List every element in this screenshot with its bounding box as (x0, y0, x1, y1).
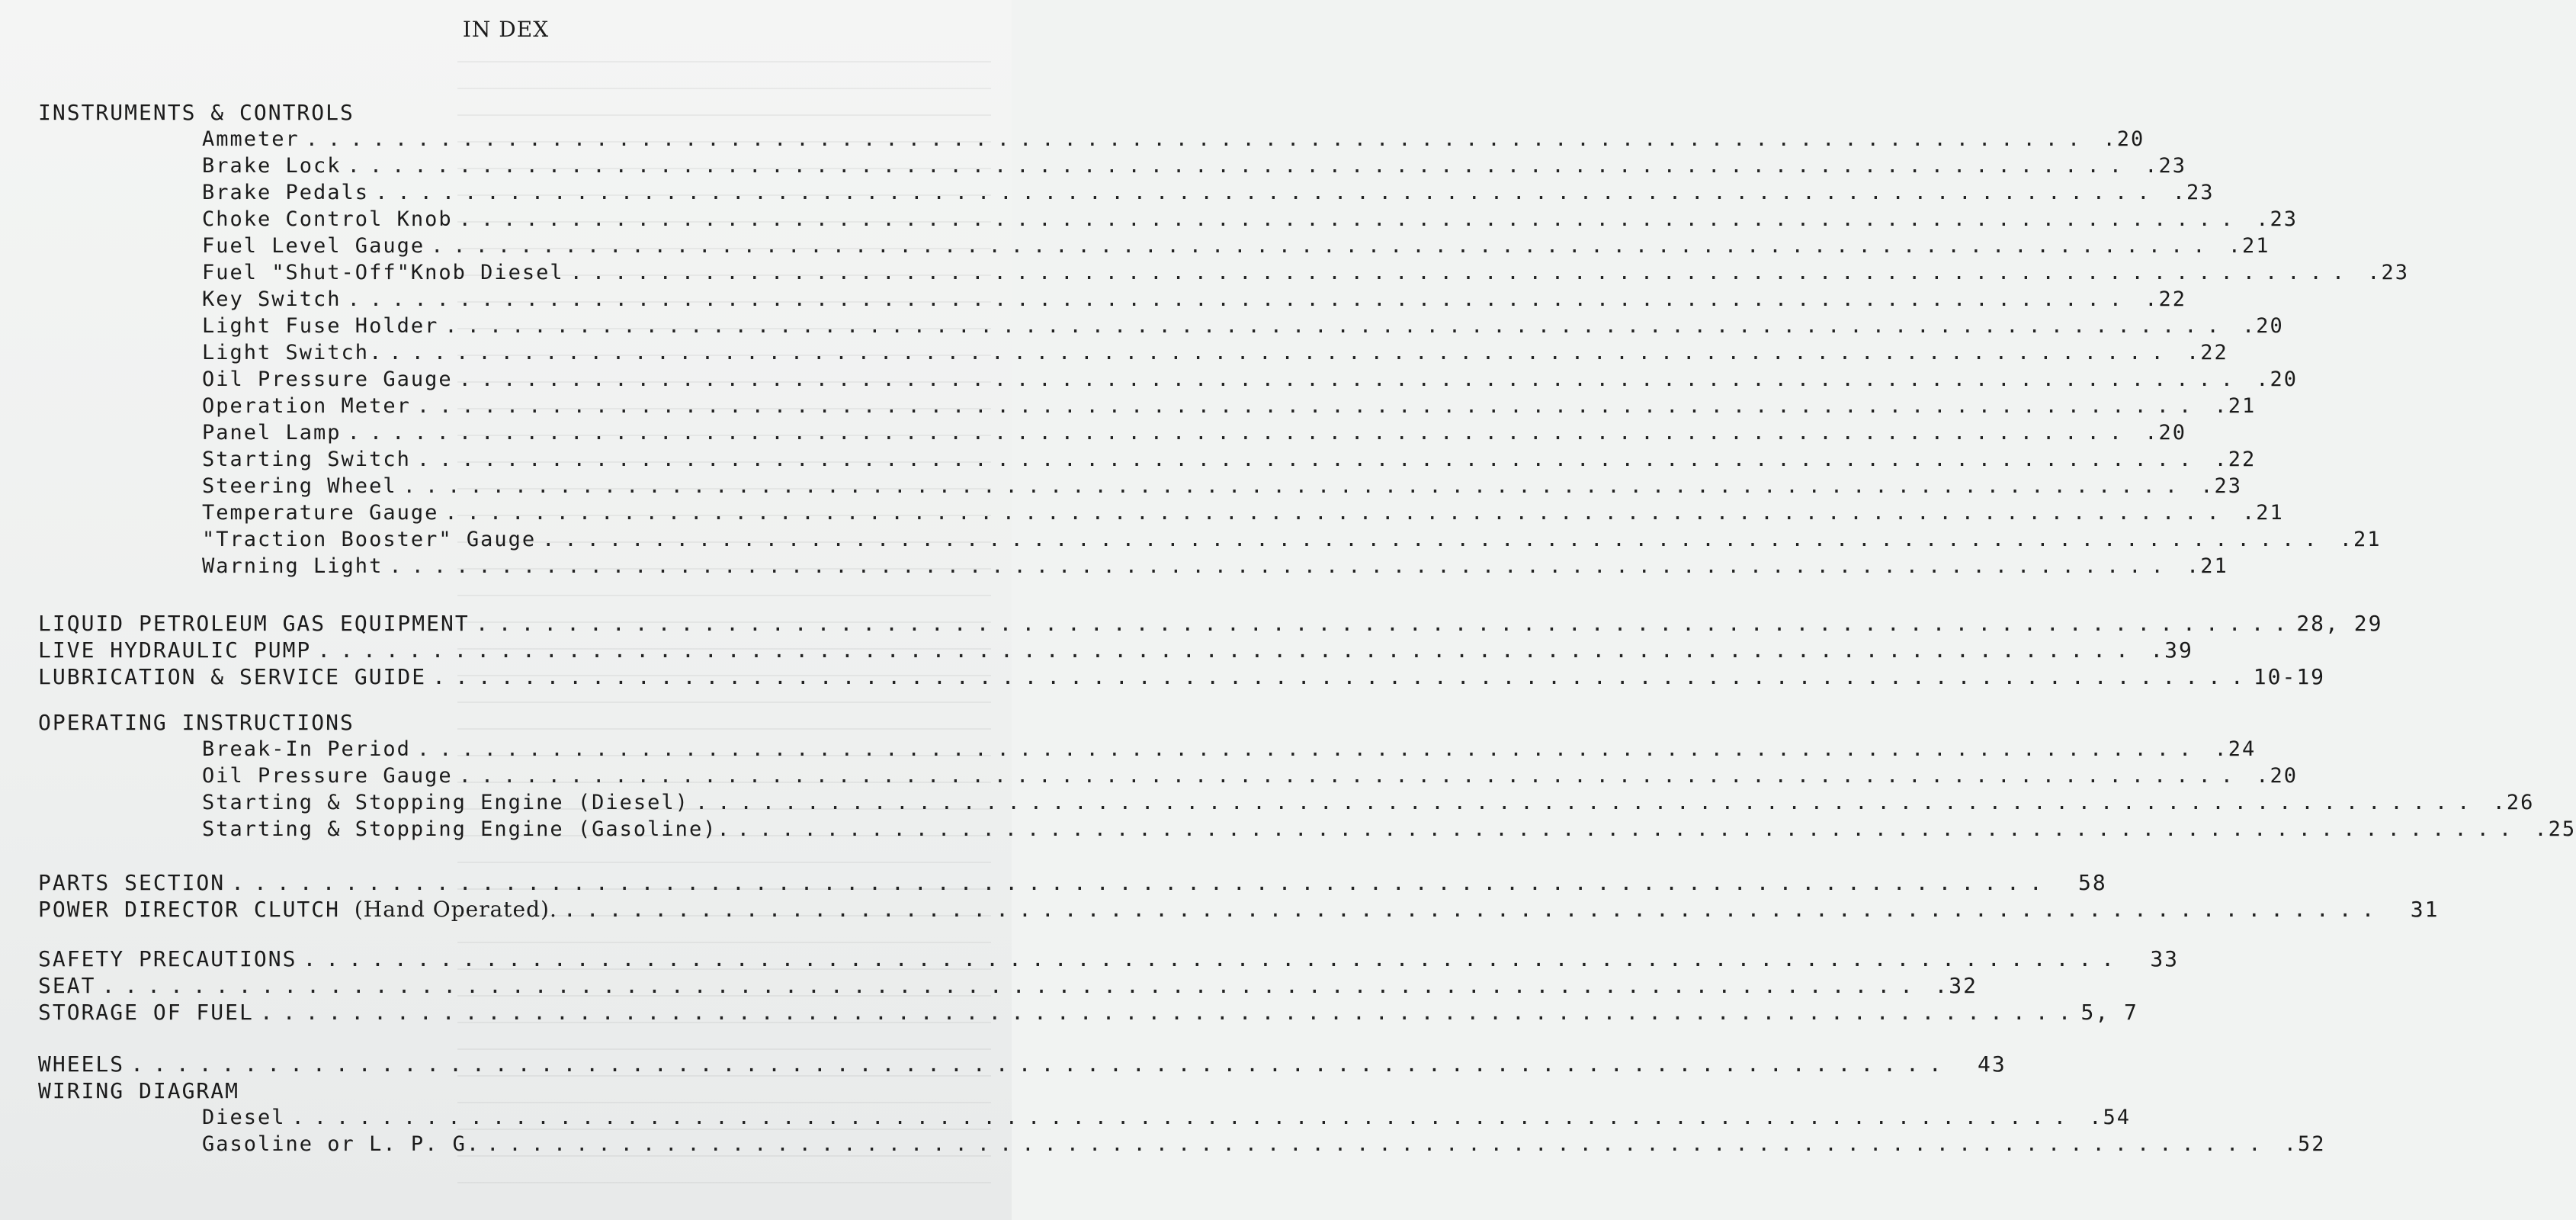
entry-label: Choke Control Knob (202, 207, 453, 231)
entry-page: .21 (2242, 501, 2284, 525)
index-entry[interactable] (38, 762, 2299, 789)
entry-page: 43 (1978, 1051, 2007, 1077)
entry-label: WHEELS (38, 1051, 125, 1077)
entry-page: .20 (2256, 368, 2299, 391)
leader-dots: ................................................................................ (444, 501, 2229, 525)
index-entry[interactable] (38, 816, 2576, 843)
index-entry[interactable] (38, 206, 2299, 233)
entry-page: .52 (2283, 1132, 2326, 1156)
section-p-entries (38, 869, 2440, 923)
index-entry[interactable] (38, 286, 2186, 313)
leader-dots: ................................................................................ (458, 368, 2244, 391)
index-entry[interactable] (38, 473, 2243, 499)
entry-label: Brake Lock (202, 154, 342, 178)
index-entry[interactable] (38, 972, 1978, 999)
entry-page: 58 (2078, 870, 2107, 895)
index-entry[interactable] (38, 126, 2145, 152)
heading-label: WIRING DIAGRAM (38, 1078, 240, 1103)
entry-label: Oil Pressure Gauge (202, 368, 453, 391)
leader-dots: ................................................................................ (416, 737, 2202, 761)
leader-dots: ................................................................................ (389, 554, 2173, 578)
index-entry[interactable] (38, 637, 2193, 663)
entry-page: .21 (2186, 554, 2228, 578)
entry-page: 5, 7 (2080, 1000, 2138, 1025)
entry-label: Starting & Stopping Engine (Diesel) (202, 791, 689, 814)
section-s-entries (38, 946, 2180, 1026)
entry-page: .23 (2145, 154, 2186, 178)
leader-dots: ................................................................................ (416, 448, 2202, 471)
leader-dots: ................................................................................ (259, 1000, 2081, 1025)
entry-page: .54 (2089, 1106, 2131, 1129)
index-entry[interactable] (38, 789, 2535, 816)
leader-dots: ................................................................................ (305, 127, 2090, 151)
entry-label: LUBRICATION & SERVICE GUIDE (38, 664, 427, 689)
entry-page: .22 (2186, 341, 2228, 364)
leader-dots: ................................................................................ (736, 817, 2522, 841)
leader-dots: ................................................................................ (416, 394, 2202, 418)
entry-label: Panel Lamp (202, 421, 342, 445)
entry-label: Starting Switch (202, 448, 411, 471)
section-heading (38, 709, 972, 736)
entry-page: .24 (2214, 737, 2257, 761)
index-entry[interactable] (38, 1051, 2007, 1077)
index-entry[interactable] (38, 179, 2215, 206)
entry-page: 33 (2150, 946, 2180, 971)
entry-label: Steering Wheel (202, 474, 397, 498)
entry-label: Break-In Period (202, 737, 411, 761)
leader-dots: ................................................................................ (569, 261, 2355, 284)
leader-dots: ................................................................................ (475, 611, 2297, 636)
leader-dots: ................................................................................ (403, 474, 2188, 498)
entry-label: LIQUID PETROLEUM GAS EQUIPMENT (38, 611, 470, 636)
entry-label: STORAGE OF FUEL (38, 1000, 254, 1025)
entry-page: .20 (2145, 421, 2186, 445)
leader-dots: ................................................................................ (431, 234, 2215, 258)
leader-dots: ................................................................................ (542, 528, 2327, 551)
entry-page: .21 (2214, 394, 2257, 418)
leader-dots: ................................................................................ (444, 314, 2229, 338)
entry-label: Ammeter (202, 127, 300, 151)
entry-label: Key Switch (202, 287, 342, 311)
entry-page: .22 (2214, 448, 2257, 471)
section-w-entries (38, 1051, 2326, 1157)
index-entry[interactable] (38, 553, 2228, 580)
entry-page: .23 (2256, 207, 2299, 231)
leader-dots: ................................................................................ (563, 897, 2385, 922)
heading-label: INSTRUMENTS & CONTROLS (38, 100, 354, 125)
leader-dots: ................................................................................ (389, 341, 2173, 364)
entry-page: .20 (2103, 127, 2145, 151)
entry-label: POWER DIRECTOR CLUTCH (38, 897, 341, 922)
leader-dots: ................................................................................ (486, 1132, 2271, 1156)
entry-label: Operation Meter (202, 394, 411, 418)
entry-page: 31 (2410, 897, 2440, 922)
index-entry[interactable] (38, 1104, 2131, 1131)
index-entry[interactable] (38, 366, 2299, 393)
entry-page: .32 (1934, 973, 1978, 998)
entry-page: .25 (2534, 817, 2576, 841)
index-entry[interactable] (38, 663, 2326, 690)
index-entry[interactable] (38, 259, 2410, 286)
index-entry[interactable] (38, 896, 2440, 923)
entry-label: Oil Pressure Gauge (202, 764, 453, 788)
entry-label: SAFETY PRECAUTIONS (38, 946, 297, 971)
index-entry[interactable] (38, 610, 2383, 637)
leader-dots: ................................................................................ (347, 154, 2132, 178)
index-entry[interactable] (38, 339, 2228, 366)
index-entry[interactable] (38, 446, 2257, 473)
section-operating-instructions (38, 709, 2576, 843)
entry-label: SEAT (38, 973, 96, 998)
leader-dots: ................................................................................ (375, 181, 2160, 204)
entry-label: Gasoline or L. P. G. (202, 1132, 481, 1156)
entry-page: .21 (2228, 234, 2270, 258)
entry-label: Brake Pedals (202, 181, 370, 204)
entry-label: Warning Light (202, 554, 383, 578)
leader-dots: ................................................................................ (317, 637, 2138, 663)
entry-label: Starting & Stopping Engine (Gasoline). (202, 817, 731, 841)
leader-dots: ................................................................................ (695, 791, 2480, 814)
entry-label: Fuel "Shut-Off"Knob Diesel (202, 261, 564, 284)
section-heading (38, 1077, 972, 1104)
leader-dots: ................................................................................ (432, 664, 2254, 689)
entry-page: .20 (2242, 314, 2284, 338)
index-entry[interactable] (38, 999, 2138, 1026)
entry-label: Light Switch. (202, 341, 383, 364)
index-entry[interactable] (38, 736, 2257, 762)
leader-dots: ................................................................................ (303, 946, 2125, 971)
index-entry[interactable] (38, 233, 2270, 259)
index-entry[interactable] (38, 393, 2257, 419)
index-entry[interactable] (38, 499, 2284, 526)
index-entry[interactable] (38, 946, 2180, 972)
entry-page: .21 (2339, 528, 2382, 551)
entry-suffix: (Hand Operated). (354, 897, 557, 922)
leader-dots: ................................................................................ (458, 207, 2244, 231)
index-entry[interactable] (38, 526, 2382, 553)
entry-page: 28, 29 (2296, 611, 2383, 636)
leader-dots: ................................................................................ (347, 287, 2132, 311)
index-entry[interactable] (38, 313, 2284, 339)
section-instruments-controls (38, 99, 2410, 580)
entry-label: PARTS SECTION (38, 870, 226, 895)
heading-label: OPERATING INSTRUCTIONS (38, 710, 354, 735)
entry-page: .22 (2145, 287, 2186, 311)
entry-page: .23 (2200, 474, 2243, 498)
entry-label: "Traction Booster" Gauge (202, 528, 537, 551)
entry-list (38, 126, 2410, 580)
entry-page: .26 (2492, 791, 2535, 814)
entry-label: Temperature Gauge (202, 501, 439, 525)
leader-dots: ................................................................................ (347, 421, 2132, 445)
leader-dots: ................................................................................ (130, 1051, 1952, 1077)
entry-label: Diesel (202, 1106, 286, 1129)
entry-page: 10-19 (2253, 664, 2326, 689)
index-entry[interactable] (38, 419, 2186, 446)
entry-label: Fuel Level Gauge (202, 234, 425, 258)
entry-page: .39 (2150, 637, 2193, 663)
leader-dots: ................................................................................ (458, 764, 2244, 788)
entry-label: LIVE HYDRAULIC PUMP (38, 637, 312, 663)
section-l-entries (38, 610, 2383, 690)
leader-dots: ................................................................................ (291, 1106, 2076, 1129)
index-entry[interactable] (38, 152, 2186, 179)
section-heading (38, 99, 972, 126)
index-entry[interactable] (38, 869, 2107, 896)
entry-label: Light Fuse Holder (202, 314, 439, 338)
entry-page: .23 (2367, 261, 2410, 284)
page-title: IN DEX (462, 17, 550, 42)
leader-dots: ................................................................................ (231, 870, 2052, 895)
index-entry[interactable] (38, 1131, 2326, 1157)
entry-page: .23 (2172, 181, 2215, 204)
leader-dots: ................................................................................ (101, 973, 1923, 998)
entry-page: .20 (2256, 764, 2299, 788)
